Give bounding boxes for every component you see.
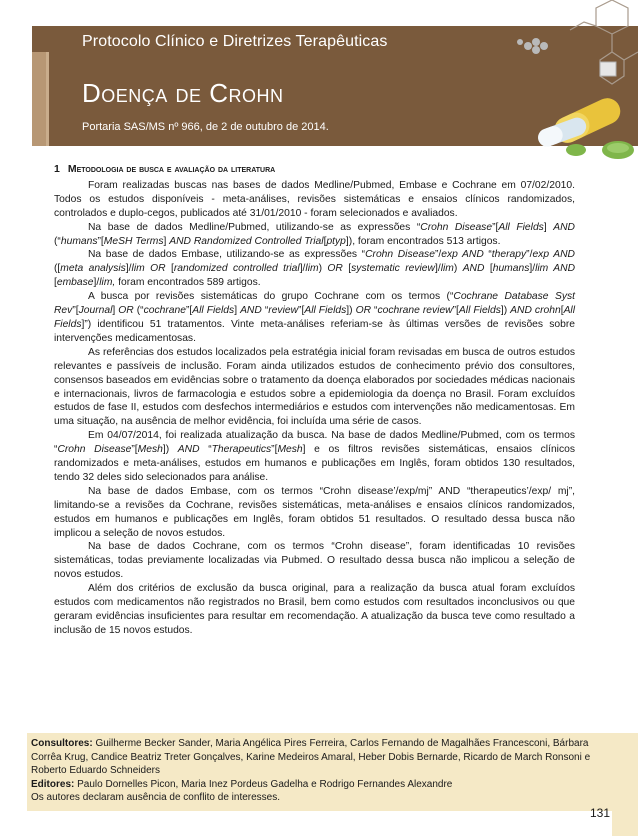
section-heading <box>54 163 575 177</box>
main-content <box>54 163 575 638</box>
consultants-names: Guilherme Becker Sander, Maria Angélica Pires Ferreira, Carlos Fernando de Magalhães Francesconi, Bárbara Corrêa Krug, Candice Beatriz Treter Gonçalves, Karine Medeiros Amaral, Heber Dobis Bernarde, Ricardo de March Ronsoni e Roberto Eduardo Schneiders <box>31 738 591 777</box>
section-number: 1 <box>54 163 60 175</box>
pills-illustration <box>500 0 638 180</box>
disease-title: Doença de Crohn <box>82 78 284 108</box>
paragraph-6: Em 04/07/2014, foi realizada atualização da busca. Na base de dados Medline/Pubmed, com os termos “Crohn Disease”[Mesh]) AND “Therapeutics”[Mesh] e os filtros revisões sistemáticas, ensaios clínicos randomizados e meta-análises, estudos em humanos e publicações em Inglês, foram obtidos 130 resultados, tendo 32 deles sido selecionados para análise. <box>54 430 575 483</box>
consultants-line <box>31 737 616 778</box>
editors-line <box>31 778 616 792</box>
paragraph-3: Na base de dados Embase, utilizando-se as expressões “Crohn Disease”/exp AND “therapy”/exp AND ([meta analysis]/lim OR [randomized controlled trial]/lim) OR [systematic review]/lim) AND [humans]/lim AND [embase]/lim, foram encontrados 589 artigos. <box>54 249 576 289</box>
paragraph-2: Na base de dados Medline/Pubmed, utilizando-se as expressões “Crohn Disease”[All Fields] AND (“humans”[MeSH Terms] AND Randomized Controlled Trial[ptyp]), foram encontrados 513 artigos. <box>54 221 575 247</box>
paragraph-1: Foram realizadas buscas nas bases de dados Medline/Pubmed, Embase e Cochrane em 07/02/2010. Todos os estudos disponíveis - meta-análises, revisões sistemáticas e ensaios clínicos randomizados, controlados e duplo-cegos, publicados até 31/01/2010 - foram selecionados e avaliados. <box>54 179 575 219</box>
paragraph-7: Na base de dados Embase, com os termos “Crohn disease’/exp/mj” AND “therapeutics’/exp/ mj”, limitando-se a revisões da Cochrane, revisões sistemáticas, meta-análises e ensaios clínicos randomizados, estudos em humanos e publicações em Inglês, foram obtidos 51 resultados. O resultado dessa busca não implicou a seleção de novos estudos. <box>54 485 575 539</box>
editors-names: Paulo Dornelles Picon, Maria Inez Pordeus Gadelha e Rodrigo Fernandes Alexandre <box>77 778 453 790</box>
portaria-line: Portaria SAS/MS nº 966, de 2 de outubro de 2014. <box>82 121 329 133</box>
consultants-label: Consultores: <box>31 738 93 749</box>
consultants-box <box>27 733 622 811</box>
paragraph-9: Além dos critérios de exclusão da busca original, para a realização da busca atual foram excluídos estudos com medicamentos não registrados no Brasil, bem como estudos com resultados inconclusivos ou que geraram evidências insuficientes para resultar em recomendação. A atualização da busca teve como resultado a inclusão de 15 novos estudos. <box>54 583 575 636</box>
section-title: Metodologia de busca e avaliação da literatura <box>67 163 276 175</box>
editors-label: Editores: <box>31 778 75 790</box>
protocol-title: Protocolo Clínico e Diretrizes Terapêuticas <box>82 33 388 50</box>
page-number: 131 <box>590 806 611 820</box>
conflict-statement: Os autores declaram ausência de conflito de interesses. <box>31 792 281 804</box>
paragraph-8: Na base de dados Cochrane, com os termos “Crohn disease”, foram identificadas 10 revisões sistemáticas, todas previamente localizadas via Pubmed. O resultado dessa busca não implicou a seleção de novos estudos. <box>54 541 575 581</box>
paragraph-5: As referências dos estudos localizados pela estratégia inicial foram revisadas em busca de outros estudos relevantes e passíveis de inclusão. Foram ainda utilizados estudos de conhecimento prévio dos consultores, consensos baseados em evidências sobre o tratamento da doença elaborados por sociedades médicas nacionais e internacionais, livros de farmacologia e estudos sobre a epidemiologia da doença no Brasil. Foram excluídos estudos de fase II, estudos com desfechos intermediários e estudos com intervenções não medicamentosas. Em uma situação, na ausência de melhor evidência, foi incluída uma série de casos. <box>54 346 575 428</box>
header-accent-stripe-light <box>46 52 49 146</box>
page-number-bar <box>612 733 638 836</box>
paragraph-4: A busca por revisões sistemáticas do grupo Cochrane com os termos (“Cochrane Database Syst Rev”[Journal] OR (“cochrane”[All Fields] AND “review”[All Fields]) OR “cochrane review”[All Fields]) AND crohn[All Fields]”) identificou 51 tratamentos. Vinte meta-análises referiam-se às últimas versões de revisões sobre intervenções medicamentosas. <box>54 291 576 344</box>
header-accent-stripe <box>32 52 46 146</box>
